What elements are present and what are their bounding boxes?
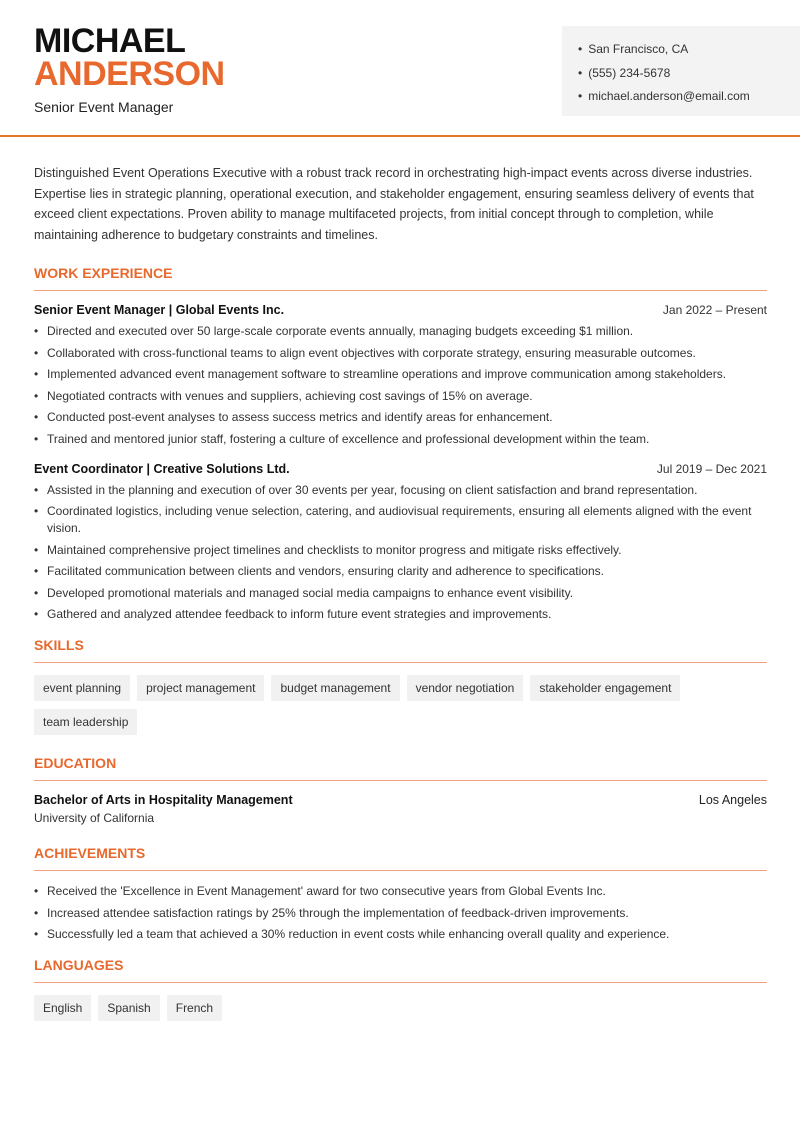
work-experience-section [34,265,767,623]
skill-tag: budget management [271,675,399,701]
contact-email: • michael.anderson@email.com [578,85,800,109]
achievement-item: • Received the 'Excellence in Event Management' award for two consecutive years from Global Events Inc. [34,883,767,900]
contact-phone: • (555) 234-5678 [578,62,800,86]
section-heading: SKILLS [34,637,767,663]
skill-tag: project management [137,675,264,701]
bullet-item: • Collaborated with cross-functional teams to align event objectives with corporate strategy, ensuring measurable outcomes. [34,345,767,362]
bullet-item: • Gathered and analyzed attendee feedback to inform future event strategies and improvements. [34,606,767,623]
achievement-item: • Increased attendee satisfaction ratings by 25% through the implementation of feedback-driven improvements. [34,905,767,922]
bullet-item: • Coordinated logistics, including venue selection, catering, and audiovisual requirements, ensuring all elements aligned with the event vision. [34,503,767,537]
achievements-section [34,845,767,943]
bullet-item: • Developed promotional materials and managed social media campaigns to enhance event visibility. [34,585,767,602]
job-header [34,462,767,476]
language-tag: French [167,995,222,1021]
skills-section [34,637,767,735]
bullet-item: • Trained and mentored junior staff, fostering a culture of excellence and professional development within the team. [34,431,767,448]
contact-location: • San Francisco, CA [578,38,800,62]
skill-tag: team leadership [34,709,137,735]
education-section [34,755,767,825]
achievement-item: • Successfully led a team that achieved a 30% reduction in event costs while enhancing overall quality and experience. [34,926,767,943]
bullet-item: • Facilitated communication between clients and vendors, ensuring clarity and adherence to specifications. [34,563,767,580]
job-dates: Jan 2022 – Present [662,303,767,317]
bullet-item: • Conducted post-event analyses to assess success metrics and identify areas for enhancement. [34,409,767,426]
languages-section [34,957,767,1021]
first-name: MICHAEL [34,22,186,60]
section-heading: LANGUAGES [34,957,767,983]
section-heading: WORK EXPERIENCE [34,265,767,291]
bullet-item: • Implemented advanced event management software to streamline operations and improve communication among stakeholders. [34,366,767,383]
bullet-item: • Directed and executed over 50 large-scale corporate events annually, managing budgets exceeding $1 million. [34,323,767,340]
section-heading: ACHIEVEMENTS [34,845,767,871]
job-title: Senior Event Manager | Global Events Inc. [34,303,285,317]
resume-header [0,0,800,137]
job-title: Event Coordinator | Creative Solutions Ltd. [34,461,290,476]
language-tag: Spanish [98,995,159,1021]
education-location: Los Angeles [698,793,767,807]
job-bullets [34,482,767,624]
language-tag: English [34,995,91,1021]
section-heading: EDUCATION [34,755,767,781]
contact-box [562,26,800,116]
last-name: ANDERSON [34,55,225,93]
bullet-item: • Maintained comprehensive project timelines and checklists to monitor progress and mitigate risks effectively. [34,542,767,559]
job-dates: Jul 2019 – Dec 2021 [656,461,767,476]
school: University of California [34,811,155,825]
summary: Distinguished Event Operations Executive with a robust track record in orchestrating high-impact events across diverse industries. Expertise lies in strategic planning, operational execution, and stakeholder engagement, ensuring seamless delivery of events that exceed client expectations. Proven ability to manage multifaceted projects, from initial concept through to completion, while maintaining adherence to budgetary constraints and timelines. [34,166,754,242]
bullet-item: • Negotiated contracts with venues and suppliers, achieving cost savings of 15% on average. [34,388,767,405]
job-header [34,303,767,317]
skill-tag: event planning [34,675,130,701]
skill-tag: stakeholder engagement [530,675,680,701]
job-bullets [34,323,767,448]
bullet-item: • Assisted in the planning and execution of over 30 events per year, focusing on client satisfaction and brand representation. [34,482,767,499]
skill-tag: vendor negotiation [407,675,524,701]
degree: Bachelor of Arts in Hospitality Management [34,793,293,807]
job-title: Senior Event Manager [34,99,174,115]
